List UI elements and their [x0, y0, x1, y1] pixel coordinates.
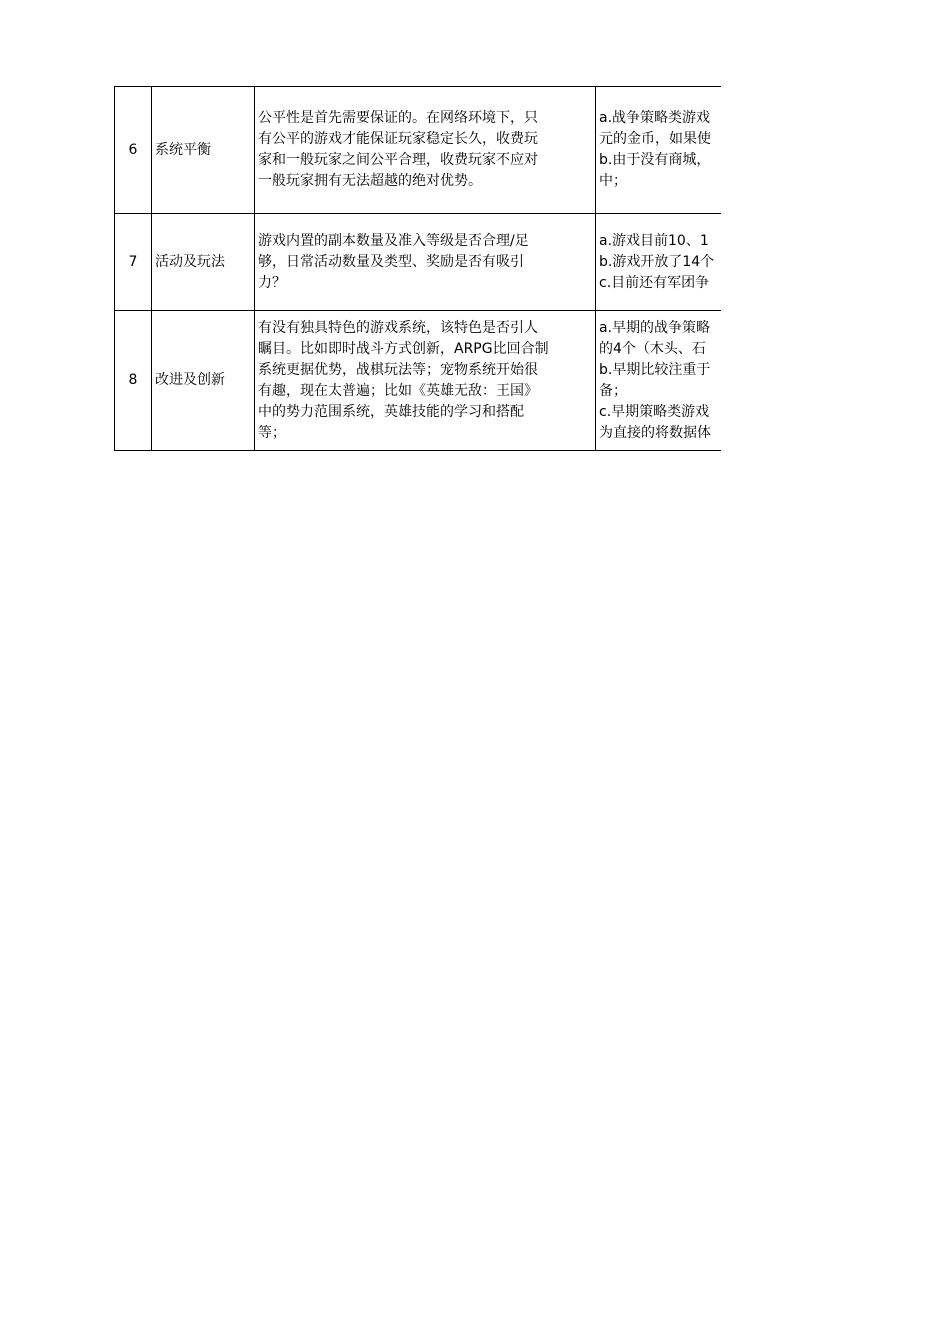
- text-line: b.游戏开放了14个: [599, 253, 715, 270]
- text-line: a.战争策略类游戏: [599, 110, 711, 126]
- text-line: b.由于没有商城，: [599, 152, 711, 168]
- item-name-cell: 系统平衡: [152, 87, 255, 214]
- text-line: 系统更据优势，战棋玩法等；宠物系统开始很: [258, 361, 538, 378]
- table-row: [115, 87, 722, 214]
- evaluation-note-cell: [596, 87, 722, 214]
- text-line: 备；: [599, 382, 627, 399]
- text-line: c.早期策略类游戏: [599, 403, 710, 420]
- text-line: 家和一般玩家之间公平合理，收费玩家不应对: [258, 152, 538, 168]
- item-name-cell: 活动及玩法: [152, 214, 255, 311]
- evaluation-table: [114, 86, 721, 451]
- row-number-cell: 6: [115, 87, 152, 214]
- text-line: 为直接的将数据体: [599, 424, 711, 441]
- table-row: [115, 311, 722, 451]
- criteria-description-cell: [255, 87, 596, 214]
- text-line: 中；: [599, 173, 627, 189]
- table-row: [115, 214, 722, 311]
- row-number-cell: 7: [115, 214, 152, 311]
- item-name-cell: 改进及创新: [152, 311, 255, 451]
- text-line: 等；: [258, 424, 286, 441]
- row-number-cell: 8: [115, 311, 152, 451]
- text-line: 元的金币，如果使: [599, 131, 711, 147]
- text-line: 公平性是首先需要保证的。在网络环境下，只: [258, 110, 538, 126]
- text-line: 力？: [258, 274, 286, 291]
- text-line: c.目前还有军团争: [599, 274, 710, 291]
- text-line: 有趣，现在太普遍；比如《英雄无敌：王国》: [258, 382, 538, 399]
- text-line: 够，日常活动数量及类型、奖励是否有吸引: [258, 253, 524, 270]
- text-line: a.游戏目前10、1: [599, 232, 709, 249]
- spreadsheet-view: [114, 86, 721, 452]
- text-line: 有公平的游戏才能保证玩家稳定长久，收费玩: [258, 131, 538, 147]
- text-line: a.早期的战争策略: [599, 319, 711, 336]
- text-line: 有没有独具特色的游戏系统，该特色是否引人: [258, 319, 538, 336]
- criteria-description-cell: [255, 214, 596, 311]
- text-line: 游戏内置的副本数量及准入等级是否合理/足: [258, 232, 529, 249]
- text-line: 的4个（木头、石: [599, 340, 706, 357]
- text-line: 中的势力范围系统，英雄技能的学习和搭配: [258, 403, 524, 420]
- evaluation-note-cell: [596, 311, 722, 451]
- evaluation-note-cell: [596, 214, 722, 311]
- criteria-description-cell: [255, 311, 596, 451]
- text-line: 一般玩家拥有无法超越的绝对优势。: [258, 173, 482, 189]
- text-line: b.早期比较注重于: [599, 361, 711, 378]
- text-line: 瞩目。比如即时战斗方式创新，ARPG比回合制: [258, 340, 549, 357]
